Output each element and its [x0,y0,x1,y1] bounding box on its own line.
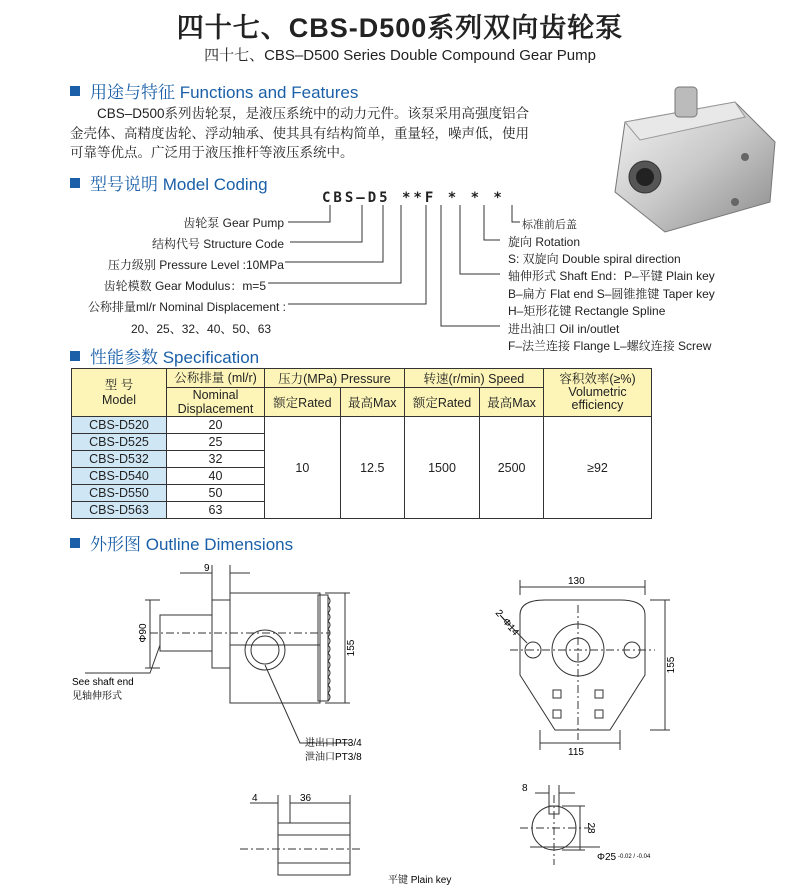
th-pressure-rated: 额定Rated [265,388,341,417]
model-cell: CBS-D532 [72,451,167,468]
page-title: 四十七、CBS-D500系列双向齿轮泵 [176,13,624,43]
coding-label-displacement: 公称排量ml/r Nominal Displacement : [87,300,286,314]
dim-115: 115 [568,747,584,758]
dim-155-side: 155 [346,639,357,657]
th-disp-cn: 公称排量 (ml/r) [167,369,265,388]
dim-tolerance: -0.02 / -0.04 [618,854,651,860]
coding-label-shaft-end: 轴伸形式 Shaft End：P–平键 Plain key [508,269,715,283]
side-view-drawing [85,565,350,743]
dim-phi25: Φ25 [597,852,617,863]
coding-label-flange-screw: F–法兰连接 Flange L–螺纹连接 Screw [508,339,712,353]
dim-36: 36 [300,793,312,804]
disp-cell: 40 [167,468,265,485]
coding-label-gear-pump: 齿轮泵 Gear Pump [183,216,284,230]
th-speed-max: 最高Max [480,388,544,417]
coding-label-flat-taper: B–扁方 Flat end S–圆锥推键 Taper key [508,287,715,301]
th-efficiency [544,369,652,417]
disp-cell: 50 [167,485,265,502]
port-drain-label: 泄油口PT3/8 [305,752,362,763]
model-cell: CBS-D520 [72,417,167,434]
pressure-max-cell: 12.5 [340,417,404,519]
section-coding-title: 型号说明 Model Coding [90,175,268,194]
coding-label-structure: 结构代号 Structure Code [151,237,284,251]
coding-label-spline: H–矩形花键 Rectangle Spline [508,304,666,318]
shaft-end-en: See shaft end [72,677,134,688]
disp-cell: 63 [167,502,265,519]
model-cell: CBS-D550 [72,485,167,502]
speed-max-cell: 2500 [480,417,544,519]
dim-28: 28 [585,822,596,834]
th-speed-rated: 额定Rated [404,388,479,417]
dim-4: 4 [252,793,258,804]
plain-key-label: 平键 Plain key [388,875,452,886]
section-bullet-icon [70,538,80,548]
port-inout-label: 进出口PT3/4 [305,738,362,749]
th-pressure-max: 最高Max [340,388,404,417]
pressure-rated-cell: 10 [265,417,341,519]
model-code: CBS–D5 **F * * * [322,190,505,206]
th-pressure: 压力(MPa) Pressure [265,369,405,388]
dim-8: 8 [522,783,528,794]
th-speed: 转速(r/min) Speed [404,369,543,388]
th-model-cn: 型 号 [104,377,134,392]
coding-label-pressure: 压力级别 Pressure Level :10MPa [107,258,284,272]
key-side-drawing [240,795,360,875]
th-efficiency-cn: 容积效率(≥%) [559,372,636,386]
section-bullet-icon [70,351,80,361]
th-disp-en: Nominal Displacement [167,388,265,417]
disp-cell: 32 [167,451,265,468]
th-efficiency-en: Volumetric efficiency [568,385,627,412]
outline-drawings [0,555,800,893]
section-spec-title: 性能参数 Specification [90,348,260,367]
section-outline-heading [70,530,293,555]
table-row [72,417,652,434]
coding-label-displacement-values: 20、25、32、40、50、63 [131,322,272,336]
model-cell: CBS-D540 [72,468,167,485]
th-model [72,369,167,417]
coding-label-spiral: S: 双旋向 Double spiral direction [508,252,681,266]
shaft-end-cn: 见轴伸形式 [72,691,122,702]
coding-label-modulus: 齿轮模数 Gear Modulus：m=5 [103,279,266,293]
disp-cell: 25 [167,434,265,451]
th-model-en: Model [101,392,137,407]
model-cell: CBS-D563 [72,502,167,519]
page-subtitle: 四十七、CBS–D500 Series Double Compound Gear Pump [204,47,596,64]
section-outline-title: 外形图 Outline Dimensions [90,535,294,554]
functions-paragraph: CBS–D500系列齿轮泵，是液压系统中的动力元件。该泵采用高强度铝合金壳体、高精度齿轮、浮动轴承、使其具有结构简单，重量轻，噪声低，使用可靠等优点。广泛用于液压推杆等液压系统中。 [70,106,530,160]
dim-155-front: 155 [666,656,677,674]
spec-table [71,368,652,519]
dim-130: 130 [568,576,585,587]
front-view-drawing [500,580,670,750]
efficiency-cell: ≥92 [544,417,652,519]
model-cell: CBS-D525 [72,434,167,451]
disp-cell: 20 [167,417,265,434]
coding-label-oil-port: 进出油口 Oil in/outlet [508,322,620,336]
section-functions-title: 用途与特征 Functions and Features [90,83,359,102]
dim-9: 9 [204,563,210,574]
coding-label-cover: 标准前后盖 [522,219,577,231]
dim-2-phi14: 2–Φ14 [492,607,521,639]
section-spec-heading [70,343,259,368]
dim-phi90: Φ90 [138,623,149,643]
coding-label-rotation: 旋向 Rotation [508,235,581,249]
speed-rated-cell: 1500 [404,417,479,519]
